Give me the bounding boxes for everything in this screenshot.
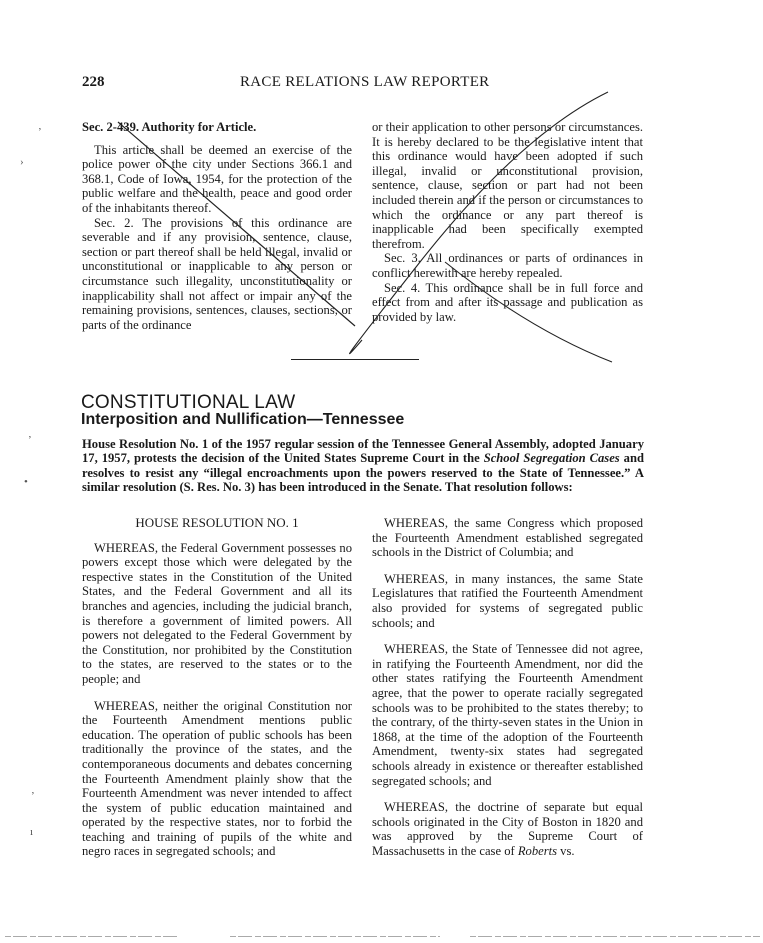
whereas-paragraph: WHEREAS, the Federal Government possesses no powers except those which were delegated by the respective states in the Constitution of the United States, and the Federal Government and all its branches and agencies, including the judicial branch, is therefore a government of limited powers. All powers not delegated to the Federal Government by the Constitution, nor prohibited by the Constitution to the states, are reserved to the states or to the people; and	[82, 540, 352, 686]
ordinance-paragraph: or their application to other persons or circumstances. It is hereby declared to be the legislative intent that this ordinance would have been adopted if such illegal, invalid or unconstitutional provision, sentence, clause, section or part had not been included therein and if the person or circumstances to which the ordinance or any part thereof is inapplicable had been specifically exempted therefrom.	[372, 120, 643, 251]
headnote-text: House Resolution No. 1 of the 1957 regular session of the Tennessee General Assembly, adopted January 17, 1957, protests the decision of the United States Supreme Court in the	[82, 437, 644, 466]
whereas-paragraph: WHEREAS, the same Congress which proposed the Fourteenth Amendment established segregated schools in the District of Columbia; and	[372, 516, 643, 560]
whereas-paragraph: WHEREAS, in many instances, the same State Legislatures that ratified the Fourteenth Amendment also provided for systems of segregated public schools; and	[372, 571, 643, 630]
resolution-title: HOUSE RESOLUTION NO. 1	[135, 515, 299, 530]
running-head: RACE RELATIONS LAW REPORTER	[240, 74, 490, 90]
whereas-paragraph: WHEREAS, neither the original Constitution nor the Fourteenth Amendment mentions public education. The operation of public schools has been traditionally the province of the states, and the contemporaneous documents and debates concerning the Fourteenth Amendment plainly show that the Fourteenth Amendment was never intended to affect the system of public education maintained and operated by the respective states, nor to forbid the teaching and training of pupils of the white and negro races in segregated schools; and	[82, 698, 352, 859]
margin-tick: •	[24, 476, 28, 488]
margin-tick: ’	[31, 790, 35, 802]
strike-line-left	[118, 122, 355, 326]
section-heading: Sec. 2-439. Authority for Article.	[82, 120, 257, 134]
strike-line-right-upper	[350, 92, 608, 354]
whereas-text: WHEREAS, the doctrine of separate but equal schools originated in the City of Boston in 1820 and was approved by the Supreme Court of Massachusetts in the case of	[372, 800, 643, 858]
whereas-text: vs.	[557, 843, 575, 858]
ordinance-paragraph: Sec. 4. This ordinance shall be in full force and effect from and after its passage and publication as provided by law.	[372, 280, 643, 324]
strike-line-right-lower	[445, 262, 612, 362]
ordinance-paragraph: This article shall be deemed an exercise of the police power of the city under Sections 366.1 and 368.1, Code of Iowa, 1954, for the protection of the public welfare and the health, peace and good order of the inhabitants thereof.	[82, 142, 352, 215]
margin-tick: ›	[20, 156, 24, 168]
case-name: Roberts	[517, 843, 558, 858]
ordinance-paragraph: Sec. 3. All ordinances or parts of ordinances in conflict herewith are hereby repealed.	[372, 251, 643, 280]
margin-tick: ı	[30, 826, 34, 838]
margin-tick: ’	[28, 434, 32, 446]
ordinance-paragraph: Sec. 2. The provisions of this ordinance are severable and if any provision, sentence, clause, section or part thereof shall be held illegal, invalid or unconstitutional or inapplicable to any person or circumstance such illegality, unconstitutionality or inapplicability shall not affect or impair any of the remaining provisions, sentences, clauses, sections, or parts of the ordinance	[82, 215, 352, 332]
scan-edge-line	[0, 935, 763, 937]
page-number: 228	[82, 74, 105, 90]
topic-title: CONSTITUTIONAL LAW	[81, 392, 296, 413]
margin-tick: ’	[38, 126, 42, 138]
headnote-text: and resolves to resist any “illegal encroachments upon the powers reserved to the State of Tennessee.” A similar resolution (S. Res. No. 3) has been introduced in the Senate. That resolution follows:	[82, 451, 644, 494]
topic-subtitle: Interposition and Nullification—Tennessee	[81, 411, 405, 428]
whereas-paragraph: WHEREAS, the State of Tennessee did not agree, in ratifying the Fourteenth Amendment, nor did the other states ratifying the Fourteenth Amendment agree, that the power to operate racially segregated schools was to be prohibited to the states thereby; to the contrary, of the thirty-seven states in the Union in 1868, at the time of the adoption of the Fourteenth Amendment, twenty-six states had segregated schools already in existence or thereafter established segregated schools; and	[372, 642, 643, 788]
case-name: School Segregation Cases	[483, 451, 620, 466]
